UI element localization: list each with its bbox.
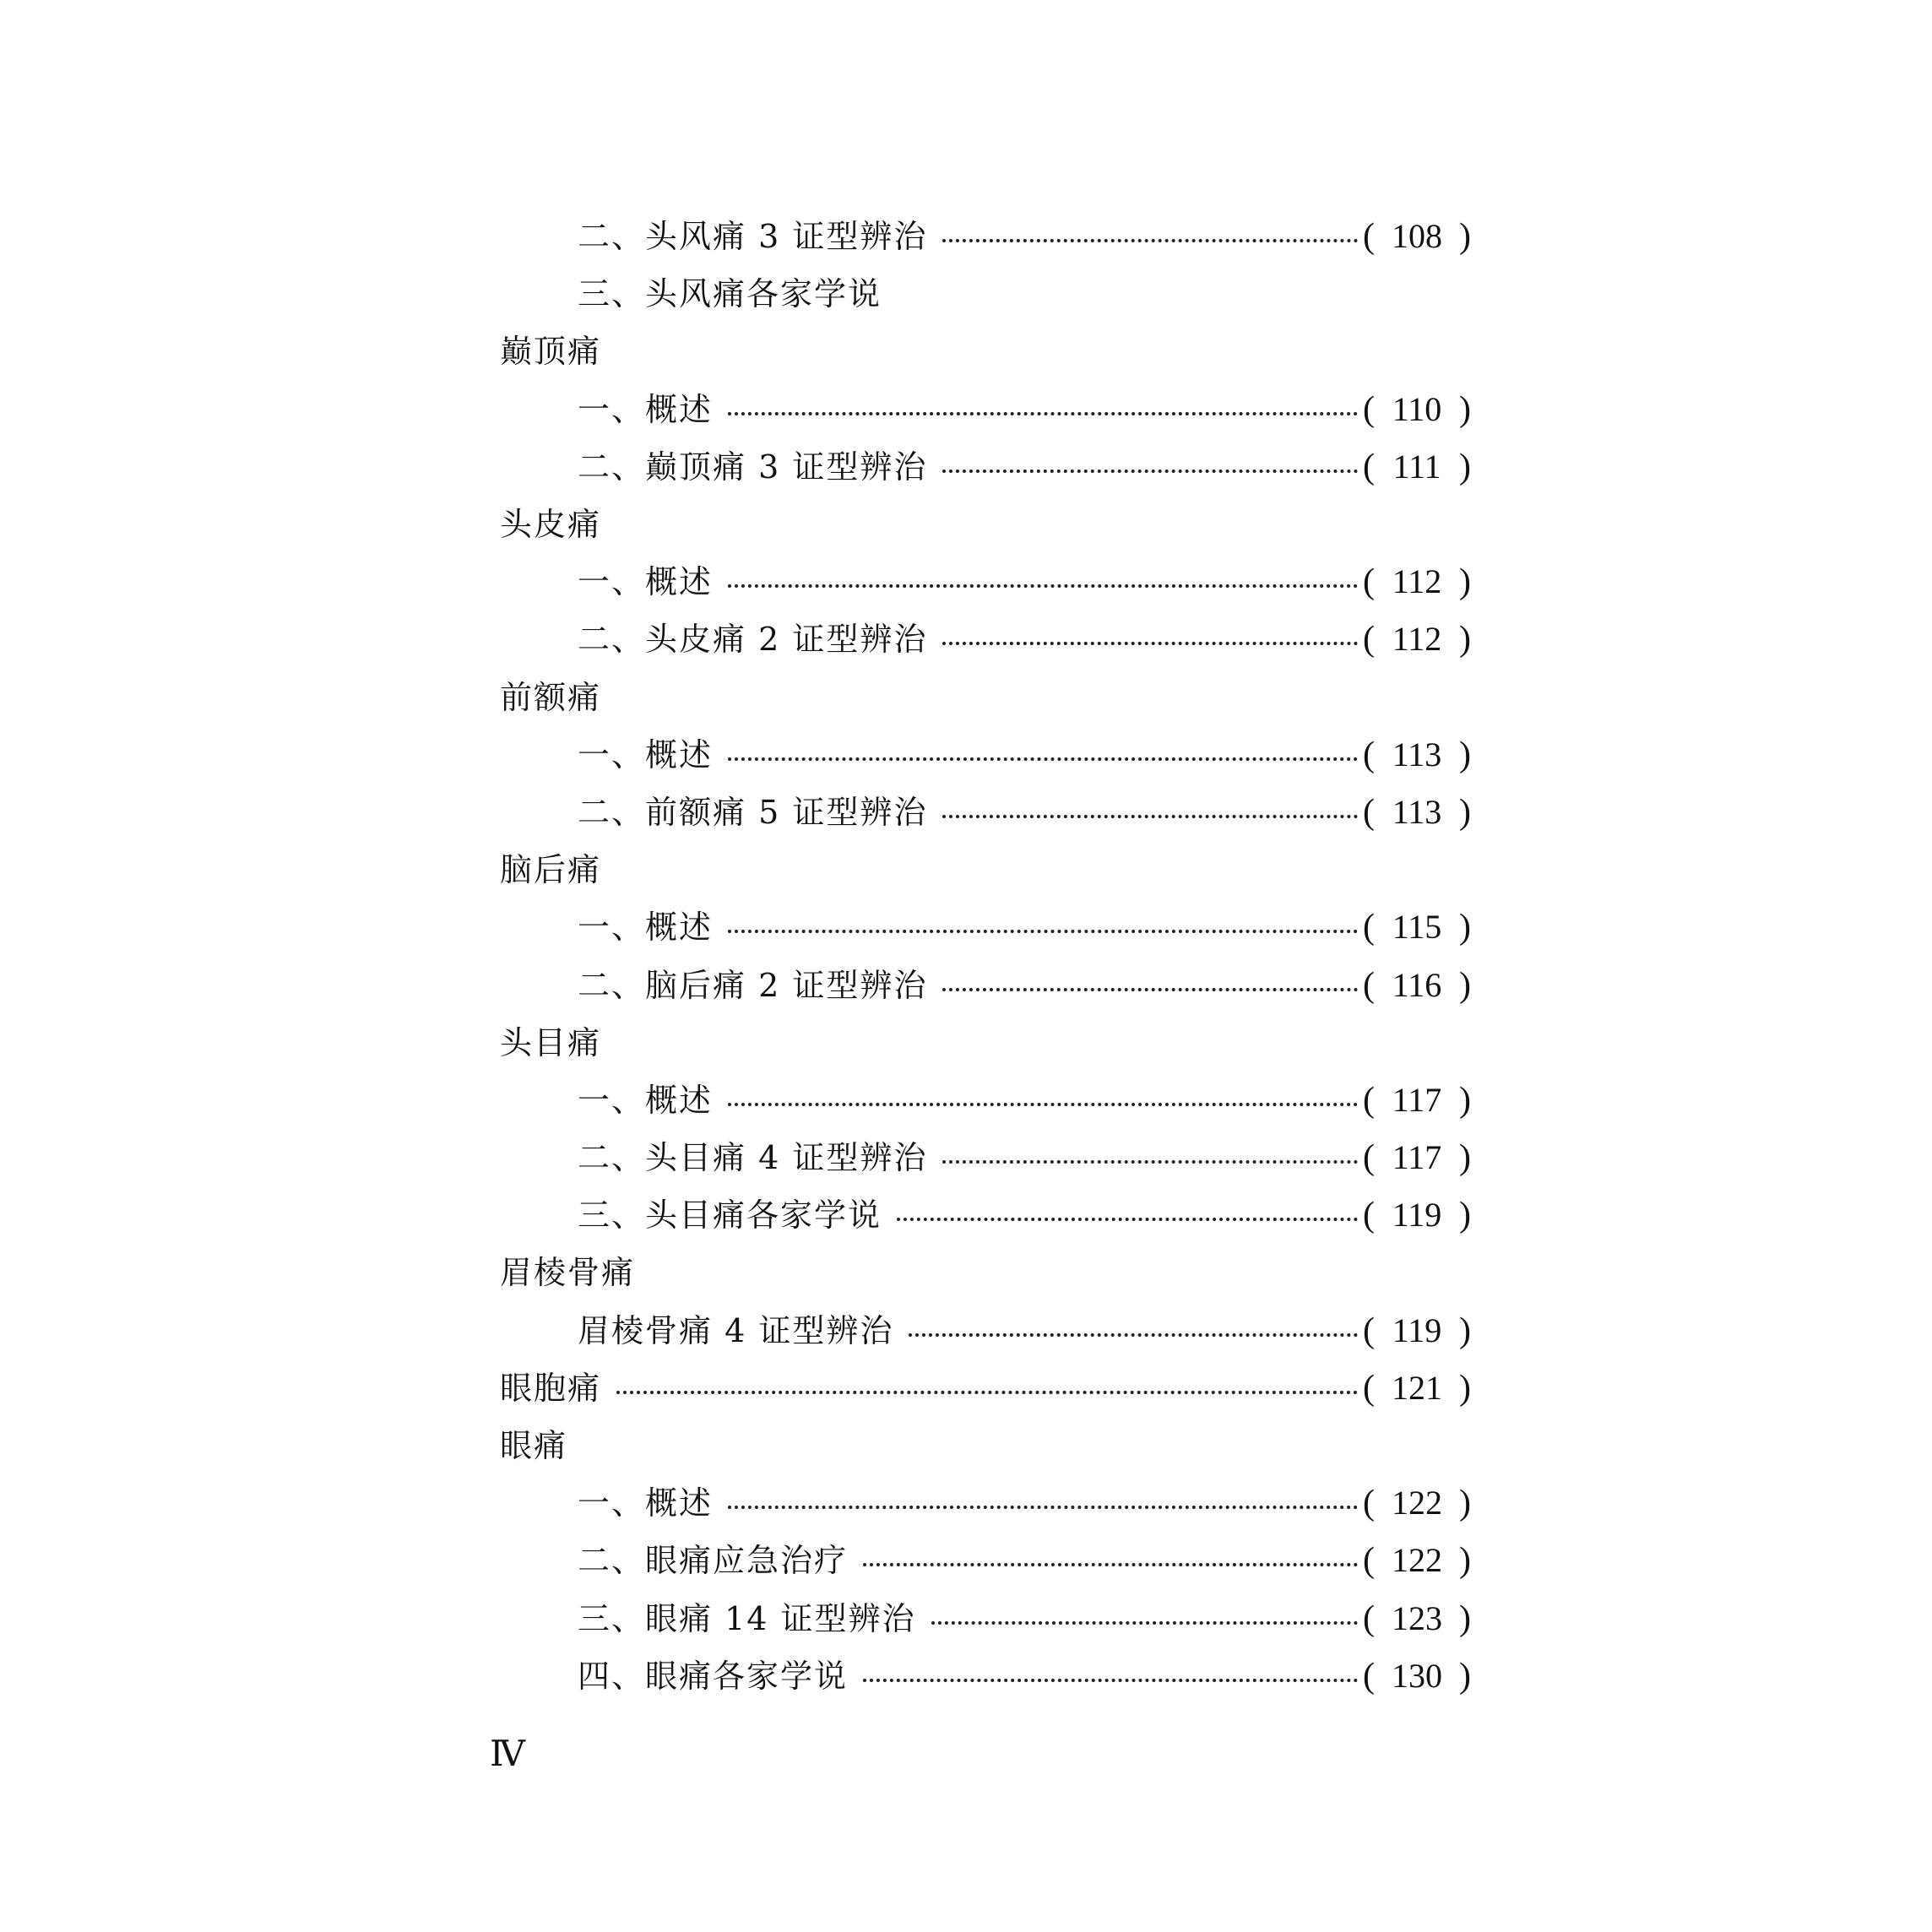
close-paren: ): [1459, 1368, 1471, 1408]
toc-entry-label: 二、头目痛 4 证型辨治: [578, 1139, 928, 1177]
toc-entry-label: 二、脑后痛 2 证型辨治: [578, 966, 928, 1004]
toc-entry-label: 四、眼痛各家学说: [578, 1657, 849, 1695]
dot-leader: [728, 1103, 1358, 1106]
toc-entry-label: 前额痛: [500, 678, 602, 716]
toc-entry-label: 眉棱骨痛: [500, 1254, 636, 1292]
open-paren: (: [1363, 1138, 1375, 1178]
open-paren: (: [1363, 1080, 1375, 1120]
toc-page-ref: [1363, 449, 1471, 485]
toc-entry-label: 三、头风痛各家学说: [578, 275, 882, 313]
open-paren: (: [1363, 735, 1375, 774]
close-paren: ): [1459, 965, 1471, 1005]
close-paren: ): [1459, 1598, 1471, 1638]
open-paren: (: [1363, 965, 1375, 1005]
close-paren: ): [1459, 389, 1471, 429]
toc-entry-label: 二、巅顶痛 3 证型辨治: [578, 448, 928, 486]
open-paren: (: [1363, 447, 1375, 486]
open-paren: (: [1363, 217, 1375, 257]
toc-page-ref: [1363, 1197, 1471, 1233]
close-paren: ): [1459, 1311, 1471, 1350]
open-paren: (: [1363, 620, 1375, 659]
toc-entry: [500, 726, 1471, 784]
dot-leader: [942, 1160, 1358, 1164]
toc-page-number: 115: [1392, 908, 1442, 947]
toc-entry-label: 一、概述: [578, 1081, 714, 1119]
toc-entry-label: 一、概述: [578, 1484, 714, 1522]
toc-heading: [500, 1417, 1471, 1474]
toc-page-number: 112: [1392, 562, 1442, 601]
dot-leader: [728, 930, 1358, 933]
toc-page-ref: [1363, 217, 1471, 257]
close-paren: ): [1459, 792, 1471, 832]
toc-page-ref: [1363, 965, 1471, 1005]
toc-heading: [500, 841, 1471, 898]
close-paren: ): [1459, 908, 1471, 947]
open-paren: (: [1363, 1484, 1375, 1523]
toc-entry-label: 三、眼痛 14 证型辨治: [578, 1599, 916, 1637]
toc-entry-label: 一、概述: [578, 390, 714, 428]
toc-page-number: 122: [1392, 1541, 1442, 1580]
toc-entry: [500, 898, 1471, 956]
toc-entry-label: 三、头目痛各家学说: [578, 1197, 882, 1235]
dot-leader: [909, 1333, 1358, 1337]
toc-page-ref: [1363, 1485, 1471, 1521]
toc-page-number: 116: [1392, 965, 1442, 1004]
toc-page-ref: [1363, 1541, 1471, 1581]
toc-entry: [500, 784, 1471, 841]
close-paren: ): [1459, 217, 1471, 257]
toc-entry: [500, 1590, 1471, 1647]
toc-entry-label: 脑后痛: [500, 851, 602, 889]
toc-entry: [500, 956, 1471, 1013]
toc-page-ref: [1363, 621, 1471, 657]
toc-page-number: 119: [1392, 1311, 1442, 1349]
open-paren: (: [1363, 1656, 1375, 1696]
dot-leader: [897, 1218, 1358, 1221]
toc-page-ref: [1363, 1313, 1471, 1349]
toc-page-ref: [1363, 1080, 1471, 1120]
toc-page-ref: [1363, 1658, 1471, 1694]
dot-leader: [863, 1679, 1358, 1682]
toc-page-number: 108: [1392, 217, 1442, 256]
toc-page-number: 112: [1392, 620, 1442, 659]
toc-page-number: 130: [1392, 1656, 1442, 1695]
toc-entry-label: 眉棱骨痛 4 证型辨治: [578, 1311, 894, 1349]
toc-entry: [500, 1647, 1471, 1705]
open-paren: (: [1363, 908, 1375, 947]
toc-entry: [500, 438, 1471, 496]
toc-page-ref: [1363, 389, 1471, 429]
dot-leader: [942, 642, 1358, 645]
toc-page-ref: [1363, 1138, 1471, 1178]
toc-heading: [500, 1244, 1471, 1301]
close-paren: ): [1459, 1484, 1471, 1523]
open-paren: (: [1363, 562, 1375, 602]
toc-page-number: 113: [1392, 735, 1442, 773]
toc-entry: [500, 1129, 1471, 1186]
dot-leader: [942, 988, 1358, 991]
toc-entry-label: 二、眼痛应急治疗: [578, 1542, 849, 1580]
close-paren: ): [1459, 1541, 1471, 1581]
toc-page-number: 123: [1392, 1598, 1442, 1637]
dot-leader: [728, 412, 1358, 415]
close-paren: ): [1459, 1656, 1471, 1696]
toc-entry: [500, 1072, 1471, 1129]
toc-entry: [500, 381, 1471, 438]
toc-entry: [500, 1532, 1471, 1589]
open-paren: (: [1363, 1311, 1375, 1350]
toc-entry: [500, 1302, 1471, 1359]
toc-entry: [500, 1474, 1471, 1532]
close-paren: ): [1459, 1080, 1471, 1120]
close-paren: ): [1459, 447, 1471, 486]
close-paren: ): [1459, 1196, 1471, 1235]
open-paren: (: [1363, 792, 1375, 832]
toc-page-number: 117: [1392, 1138, 1442, 1177]
dot-leader: [728, 584, 1358, 588]
toc-page-ref: [1363, 909, 1471, 945]
toc-entry: [500, 611, 1471, 668]
toc-page-number: 121: [1392, 1368, 1442, 1407]
toc-page-number: 113: [1392, 792, 1442, 831]
toc-entry-label: 二、头皮痛 2 证型辨治: [578, 621, 928, 659]
toc-page-ref: [1363, 564, 1471, 600]
close-paren: ): [1459, 735, 1471, 774]
toc-heading: [500, 1014, 1471, 1072]
toc-entry-label: 一、概述: [578, 909, 714, 947]
toc-entry-label: 二、前额痛 5 证型辨治: [578, 793, 928, 831]
open-paren: (: [1363, 389, 1375, 429]
toc-heading: [500, 323, 1471, 380]
toc-entry-label: 眼胞痛: [500, 1369, 602, 1407]
close-paren: ): [1459, 620, 1471, 659]
toc-page-ref: [1363, 792, 1471, 832]
toc-entry-label: 一、概述: [578, 735, 714, 773]
page-number: Ⅳ: [490, 1735, 525, 1774]
dot-leader: [728, 757, 1358, 761]
toc-page-number: 117: [1392, 1080, 1442, 1119]
toc-entry: [500, 1186, 1471, 1244]
toc-page-ref: [1363, 1598, 1471, 1638]
open-paren: (: [1363, 1196, 1375, 1235]
dot-leader: [616, 1391, 1358, 1394]
toc-entry-label: 一、概述: [578, 563, 714, 601]
toc-entry-label: 二、头风痛 3 证型辨治: [578, 218, 928, 256]
dot-leader: [728, 1506, 1358, 1509]
close-paren: ): [1459, 562, 1471, 602]
toc-page-number: 119: [1392, 1196, 1442, 1235]
toc-page-number: 110: [1392, 389, 1442, 428]
toc-page-number: 111: [1392, 447, 1441, 486]
toc-entry-label: 头皮痛: [500, 506, 602, 544]
dot-leader: [863, 1563, 1358, 1566]
toc-page-ref: [1363, 1370, 1471, 1406]
toc-entry: [500, 553, 1471, 611]
toc-entry-label: 巅顶痛: [500, 333, 602, 371]
open-paren: (: [1363, 1541, 1375, 1581]
dot-leader: [942, 469, 1358, 473]
toc-entry: [500, 208, 1471, 265]
dot-leader: [931, 1621, 1358, 1625]
toc-heading: [500, 669, 1471, 726]
toc-page-ref: [1363, 737, 1471, 773]
toc-page-number: 122: [1392, 1484, 1442, 1522]
dot-leader: [942, 815, 1358, 818]
open-paren: (: [1363, 1368, 1375, 1408]
toc-heading: [500, 496, 1471, 553]
toc-entry-label: 眼痛: [500, 1427, 568, 1465]
toc-entry: [500, 265, 1471, 323]
dot-leader: [942, 239, 1358, 242]
toc-entry-label: 头目痛: [500, 1023, 602, 1061]
toc-heading: [500, 1359, 1471, 1417]
open-paren: (: [1363, 1598, 1375, 1638]
table-of-contents: [500, 208, 1471, 1705]
close-paren: ): [1459, 1138, 1471, 1178]
